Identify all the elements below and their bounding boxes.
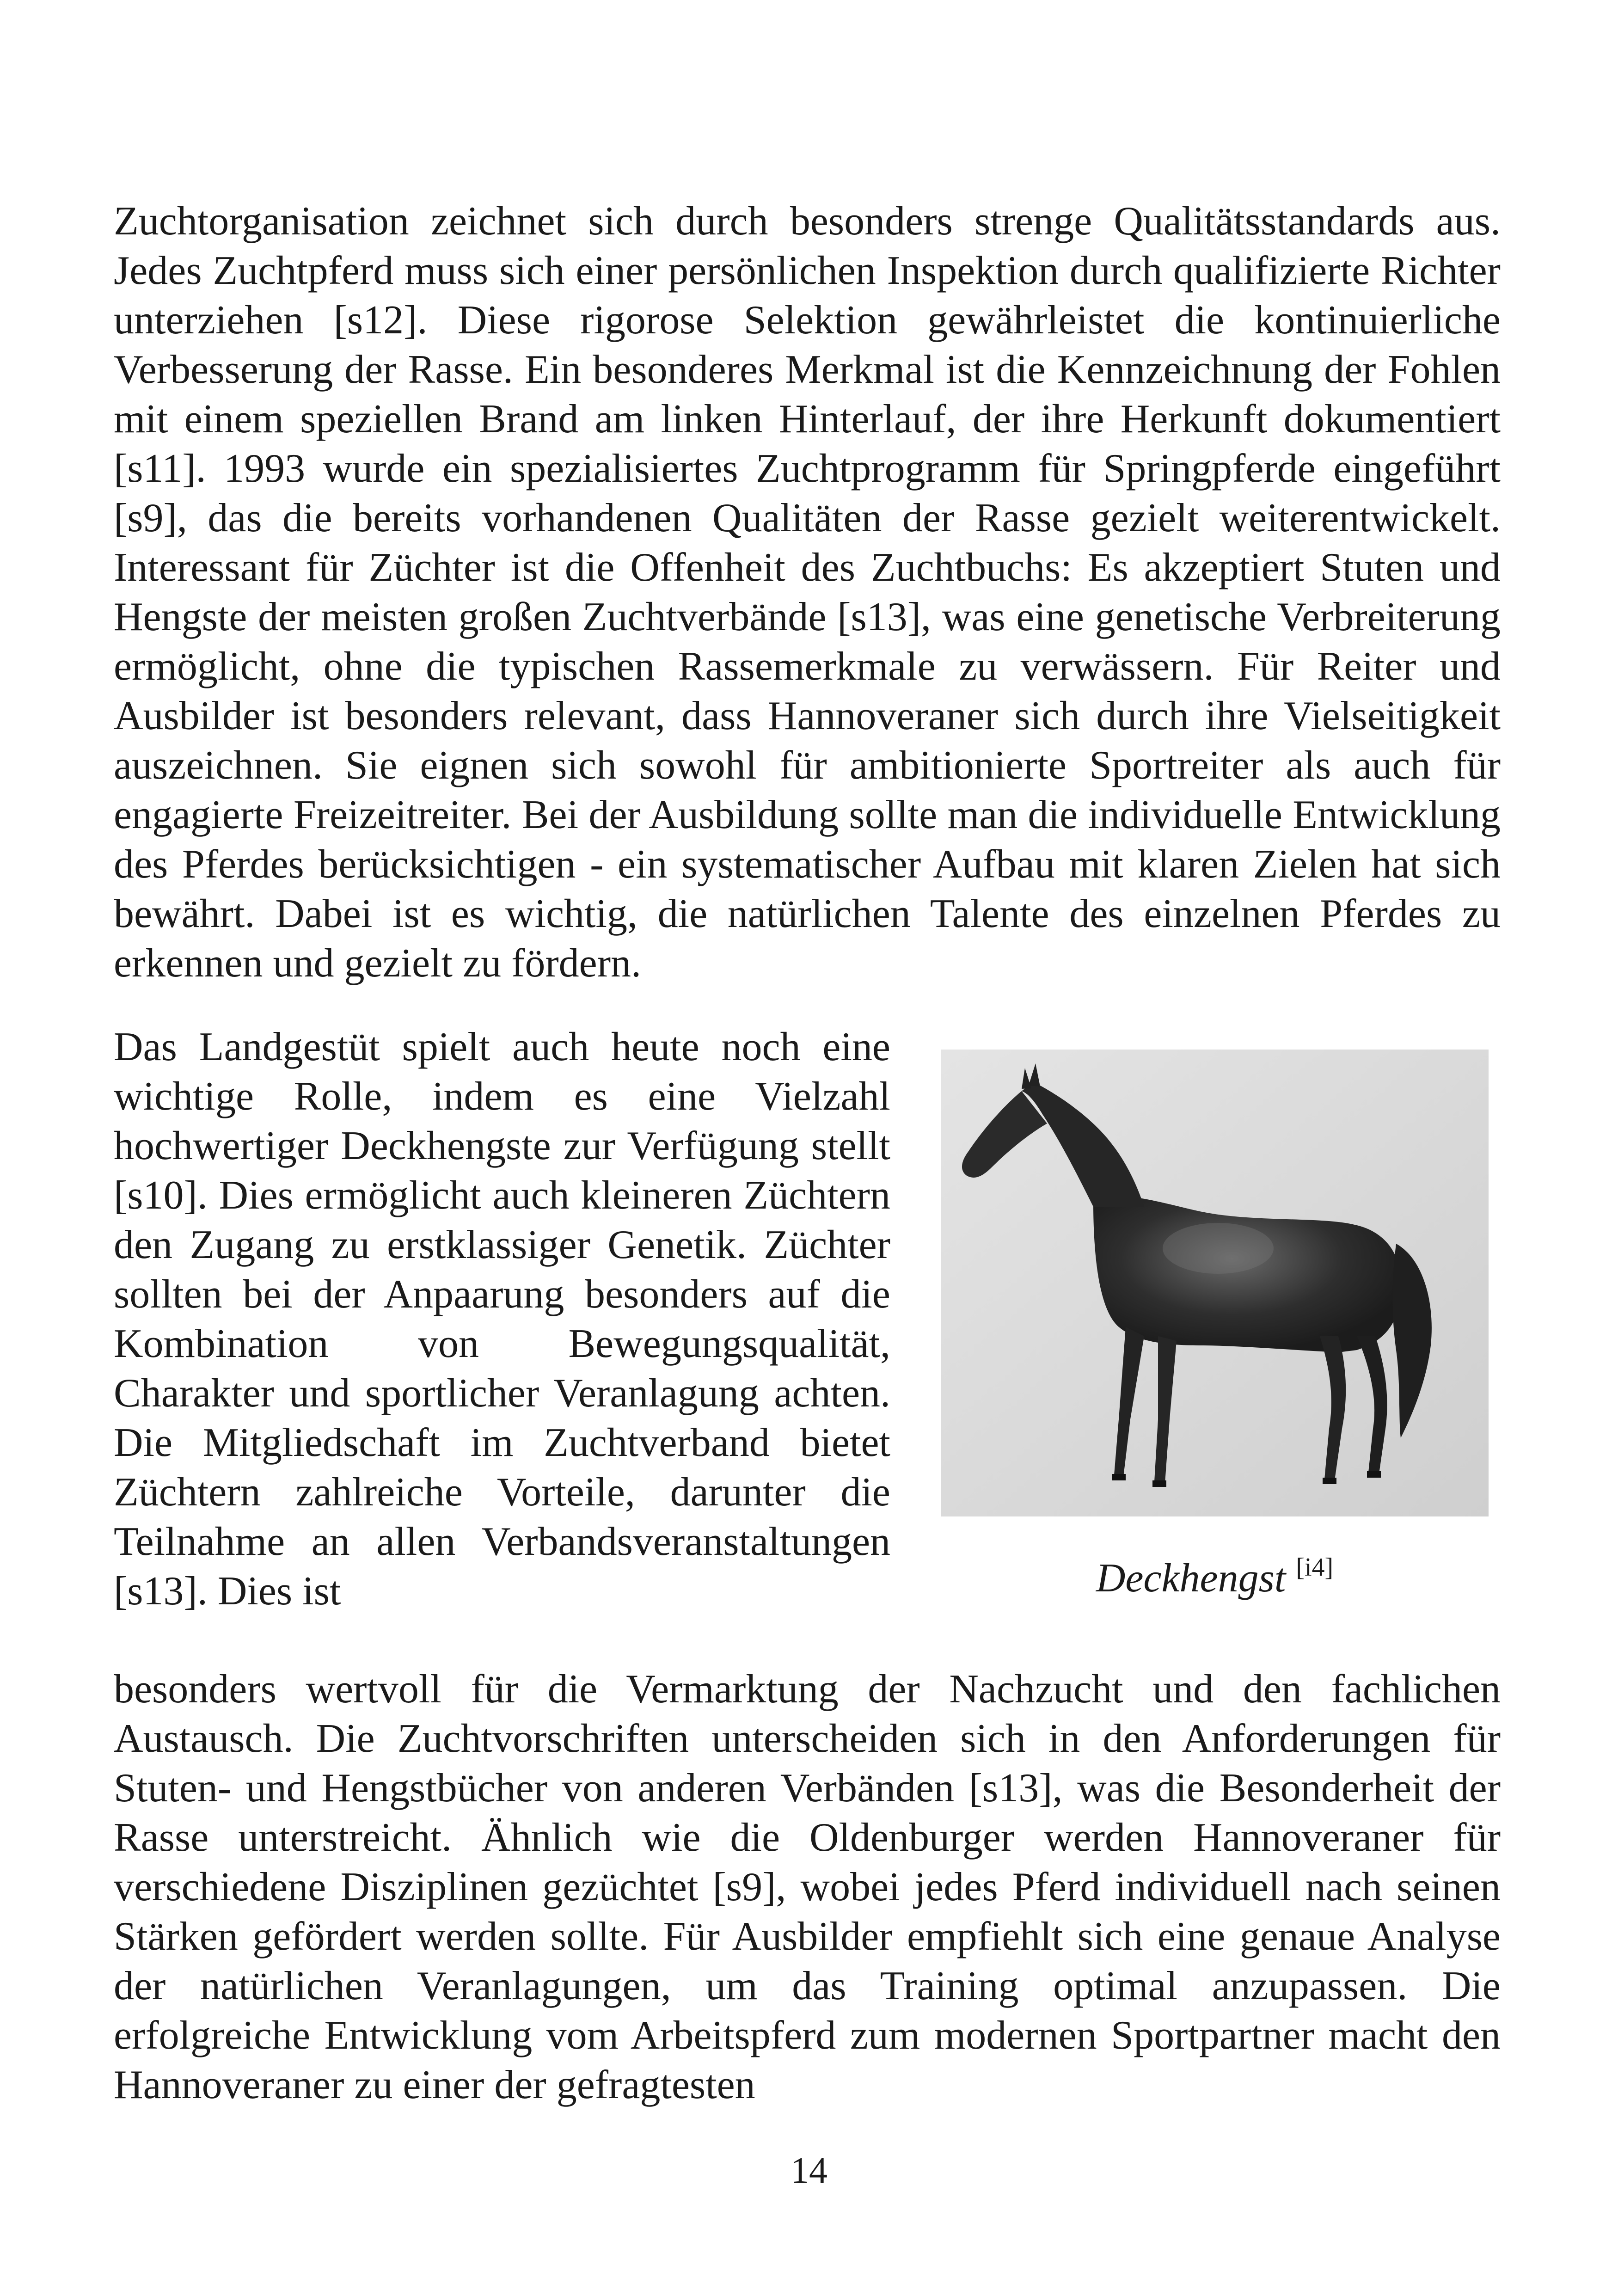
- page-number: 14: [791, 2150, 827, 2191]
- figure-caption-reference: [i4]: [1296, 1553, 1334, 1582]
- figure-caption-text: Deckhengst: [1096, 1556, 1286, 1601]
- body-paragraph-top: Zuchtorganisation zeichnet sich durch besonders strenge Qualitätsstandards aus. Jedes Zuchtpferd muss sich einer persönlichen Inspektion durch qualifizierte Richter unterziehen [s12]. Diese rigorose Selektion gewährleistet die kontinuierliche Verbesserung der Rasse. Ein besonderes Merkmal ist die Kennzeichnung der Fohlen mit einem speziellen Brand am linken Hinterlauf, der ihre Herkunft dokumentiert [s11]. 1993 wurde ein spezialisiertes Zuchtprogramm für Springpferde eingeführt [s9], das die bereits vorhandenen Qualitäten der Rasse gezielt weiterentwickelt. Interessant für Züchter ist die Offenheit des Zuchtbuchs: Es akzeptiert Stuten und Hengste der meisten großen Zuchtverbände [s13], was eine genetische Verbreiterung ermöglicht, ohne die typischen Rassemerkmale zu verwässern. Für Reiter und Ausbilder ist besonders relevant, dass Hannoveraner sich durch ihre Vielseitigkeit auszeichnen. Sie eignen sich sowohl für ambitionierte Sportreiter als auch für engagierte Freizeitreiter. Bei der Ausbildung sollte man die individuelle Entwicklung des Pferdes berücksichtigen - ein systematischer Aufbau mit klaren Zielen hat sich bewährt. Dabei ist es wichtig, die natürlichen Talente des einzelnen Pferdes zu erkennen und gezielt zu fördern.: [114, 199, 1501, 986]
- figure-caption: [941, 1553, 1489, 1603]
- body-paragraph-bottom: besonders wertvoll für die Vermarktung der Nachzucht und den fachlichen Austausch. Die Zuchtvorschriften unterscheiden sich in den Anforderungen für Stuten- und Hengstbücher von anderen Verbänden [s13], was die Besonderheit der Rasse unterstreicht. Ähnlich wie die Oldenburger werden Hannoveraner für verschiedene Disziplinen gezüchtet [s9], wobei jedes Pferd individuell nach seinen Stärken gefördert werden sollte. Für Ausbilder empfiehlt sich eine genaue Analyse der natürlichen Veranlagungen, um das Training optimal anzupassen. Die erfolgreiche Entwicklung vom Arbeitspferd zum modernen Sportpartner macht den Hannoveraner zu einer der gefragtesten: [114, 1667, 1501, 2107]
- body-paragraph-wrap: Das Landgestüt spielt auch heute noch eine wichtige Rolle, indem es eine Vielzahl hochwertiger Deckhengste zur Verfügung stellt [s10]. Dies ermöglicht auch kleineren Züchtern den Zugang zu erstklassiger Genetik. Züchter sollten bei der Anpaarung besonders auf die Kombination von Bewegungsqualität, Charakter und sportlicher Veranlagung achten. Die Mitgliedschaft im Zuchtverband bietet Züchtern zahlreiche Vorteile, darunter die Teilnahme an allen Verbandsveranstaltungen [s13]. Dies ist: [114, 1025, 890, 1614]
- horse-illustration-icon: [941, 1050, 1489, 1516]
